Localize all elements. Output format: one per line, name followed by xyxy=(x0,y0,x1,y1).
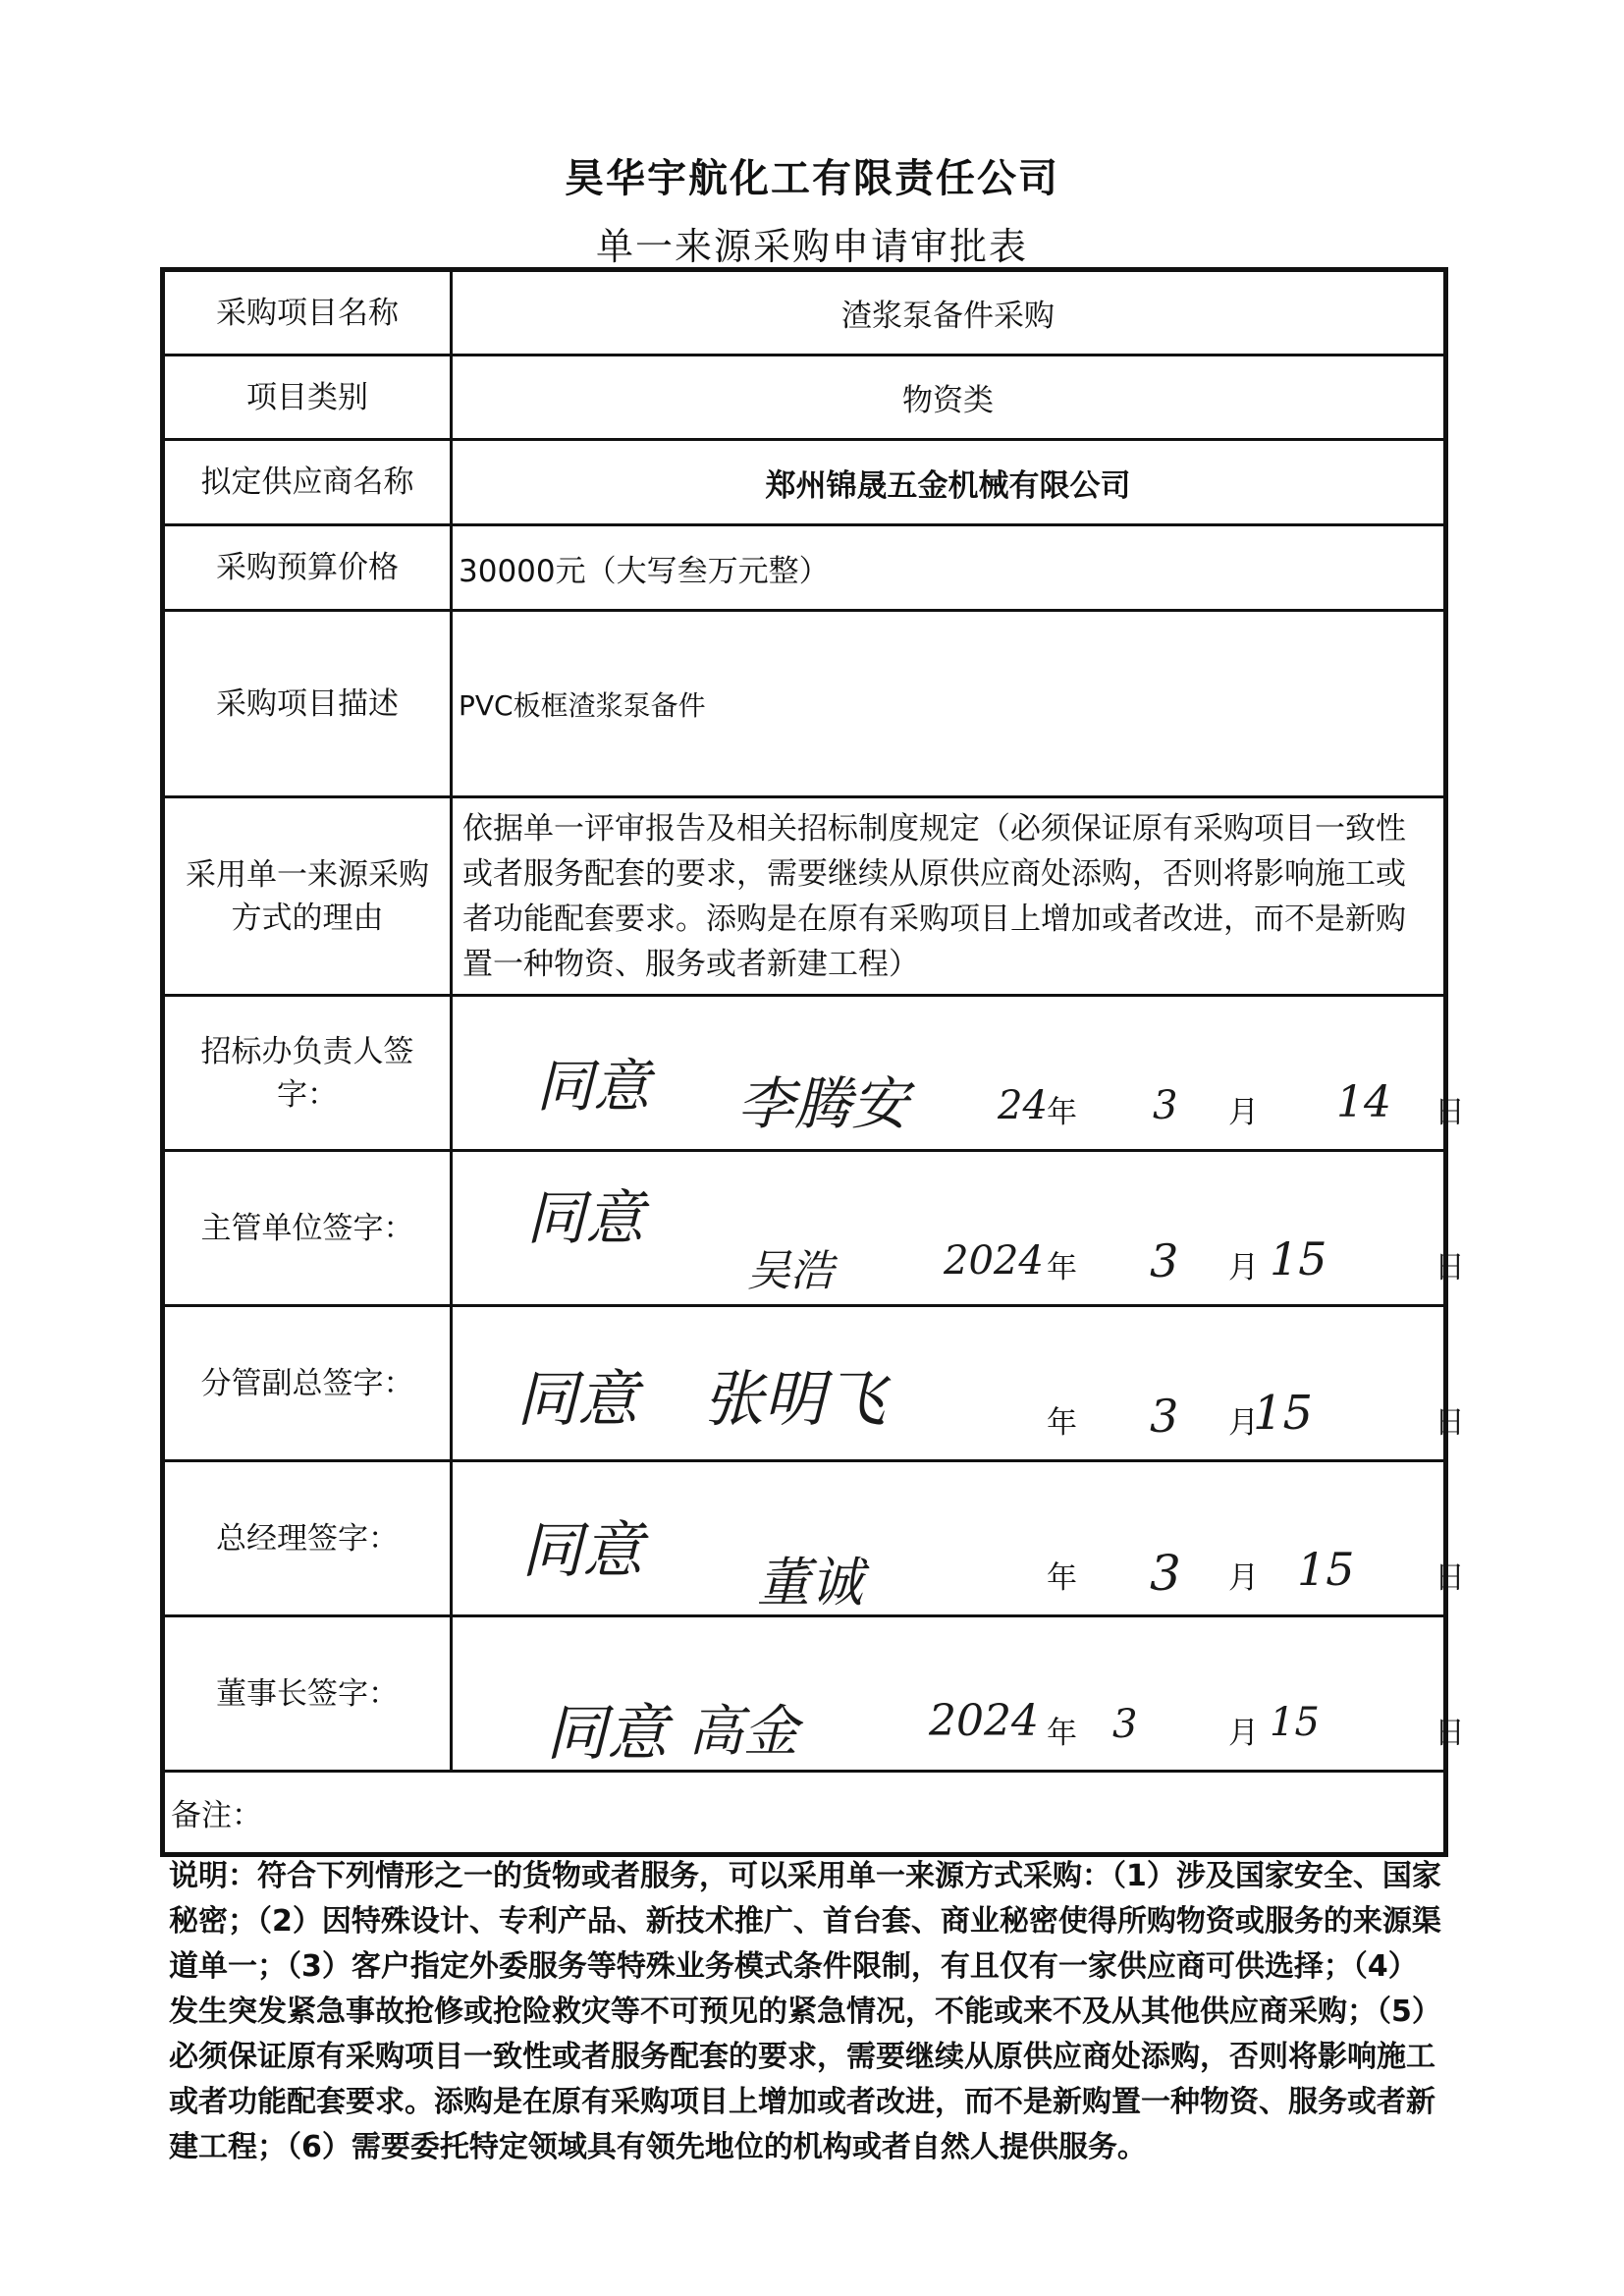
value-category: 物资类 xyxy=(452,355,1446,440)
day-unit: 日 xyxy=(1435,1095,1465,1130)
row-signature-supervisor xyxy=(163,1151,1446,1306)
day-unit: 日 xyxy=(1435,1716,1465,1751)
signature-opinion: 同意 xyxy=(536,1053,651,1120)
signature-month: 3 xyxy=(1150,1390,1179,1443)
month-unit: 月 xyxy=(1228,1405,1259,1441)
row-project-name xyxy=(163,270,1446,355)
signature-year: 24 xyxy=(998,1083,1048,1128)
value-supplier: 郑州锦晟五金机械有限公司 xyxy=(452,440,1446,525)
signature-opinion: 同意 xyxy=(521,1514,644,1586)
row-description xyxy=(163,611,1446,797)
signature-month: 3 xyxy=(1112,1702,1138,1747)
signature-day: 15 xyxy=(1270,1700,1320,1745)
row-signature-gm xyxy=(163,1461,1446,1616)
signature-day: 14 xyxy=(1336,1077,1391,1127)
value-reason: 依据单一评审报告及相关招标制度规定（必须保证原有采购项目一致性或者服务配套的要求，需要继续从原供应商处添购，否则将影响施工或者功能配套要求。添购是在原有采购项目上增加或者改进，而不是新购置一种物资、服务或者新建工程） xyxy=(452,797,1446,996)
signature-cell xyxy=(452,1306,1465,1461)
signature-month: 3 xyxy=(1150,1545,1181,1602)
signature-day: 15 xyxy=(1253,1386,1314,1441)
label-signature: 董事长签字： xyxy=(163,1616,452,1772)
row-remarks xyxy=(163,1772,1446,1855)
signature-cell xyxy=(452,996,1465,1151)
signature-name: 高金 xyxy=(688,1700,798,1764)
value-description: PVC板框渣浆泵备件 xyxy=(452,611,1446,797)
month-unit: 月 xyxy=(1228,1716,1259,1751)
approval-form-table xyxy=(160,267,1465,1857)
label-category: 项目类别 xyxy=(163,355,452,440)
label-reason: 采用单一来源采购方式的理由 xyxy=(163,797,452,996)
signature-month: 3 xyxy=(1150,1234,1179,1287)
month-unit: 月 xyxy=(1228,1560,1259,1596)
signature-name: 吴浩 xyxy=(747,1246,834,1296)
year-unit: 年 xyxy=(1047,1716,1077,1751)
signature-name: 李腾安 xyxy=(737,1070,909,1137)
label-signature: 主管单位签字： xyxy=(163,1151,452,1306)
month-unit: 月 xyxy=(1228,1095,1259,1130)
explanation-note: 说明：符合下列情形之一的货物或者服务，可以采用单一来源方式采购：（1）涉及国家安全、国家秘密；（2）因特殊设计、专利产品、新技术推广、首台套、商业秘密使得所购物资或服务的来源渠道单一；（3）客户指定外委服务等特殊业务模式条件限制，有且仅有一家供应商可供选择；（4）发生突发紧急事故抢修或抢险救灾等不可预见的紧急情况，不能或来不及从其他供应商采购；（5）必须保证原有采购项目一致性或者服务配套的要求，需要继续从原供应商处添购，否则将影响施工或者功能配套要求。添购是在原有采购项目上增加或者改进，而不是新购置一种物资、服务或者新建工程；（6）需要委托特定领域具有领先地位的机构或者自然人提供服务。 xyxy=(169,1859,1441,2164)
label-description: 采购项目描述 xyxy=(163,611,452,797)
row-category xyxy=(163,355,1446,440)
row-budget xyxy=(163,525,1446,611)
signature-opinion: 同意 xyxy=(546,1697,669,1769)
label-project-name: 采购项目名称 xyxy=(163,270,452,355)
remarks-label: 备注： xyxy=(163,1772,1446,1855)
day-unit: 日 xyxy=(1435,1405,1465,1441)
label-signature: 分管副总签字： xyxy=(163,1306,452,1461)
company-title: 昊华宇航化工有限责任公司 xyxy=(565,156,1059,201)
year-unit: 年 xyxy=(1047,1405,1077,1441)
row-supplier xyxy=(163,440,1446,525)
signature-cell xyxy=(452,1151,1465,1306)
row-signature-deputy-gm xyxy=(163,1306,1446,1461)
row-reason xyxy=(163,797,1446,996)
label-budget: 采购预算价格 xyxy=(163,525,452,611)
year-unit: 年 xyxy=(1047,1560,1077,1596)
row-signature-bidding-office xyxy=(163,996,1446,1151)
row-signature-chairman xyxy=(163,1616,1446,1772)
signature-month: 3 xyxy=(1153,1083,1178,1128)
label-signature: 总经理签字： xyxy=(163,1461,452,1616)
signature-name: 董诚 xyxy=(757,1552,863,1613)
signature-year: 2024 xyxy=(929,1696,1039,1746)
year-unit: 年 xyxy=(1047,1250,1077,1285)
signature-name: 张明飞 xyxy=(703,1363,887,1435)
year-unit: 年 xyxy=(1047,1095,1077,1130)
signature-opinion: 同意 xyxy=(526,1184,644,1253)
form-title: 单一来源采购申请审批表 xyxy=(595,225,1028,268)
signature-day: 15 xyxy=(1270,1232,1327,1285)
signature-opinion: 同意 xyxy=(516,1363,639,1435)
label-signature: 招标办负责人签字： xyxy=(163,996,452,1151)
signature-cell xyxy=(452,1616,1465,1772)
value-budget: 30000元（大写叁万元整） xyxy=(452,525,1446,611)
day-unit: 日 xyxy=(1435,1250,1465,1285)
label-supplier: 拟定供应商名称 xyxy=(163,440,452,525)
month-unit: 月 xyxy=(1228,1250,1259,1285)
signature-cell xyxy=(452,1461,1465,1616)
signature-day: 15 xyxy=(1297,1543,1355,1596)
signature-year: 2024 xyxy=(944,1238,1044,1284)
value-project-name: 渣浆泵备件采购 xyxy=(452,270,1446,355)
day-unit: 日 xyxy=(1435,1560,1465,1596)
